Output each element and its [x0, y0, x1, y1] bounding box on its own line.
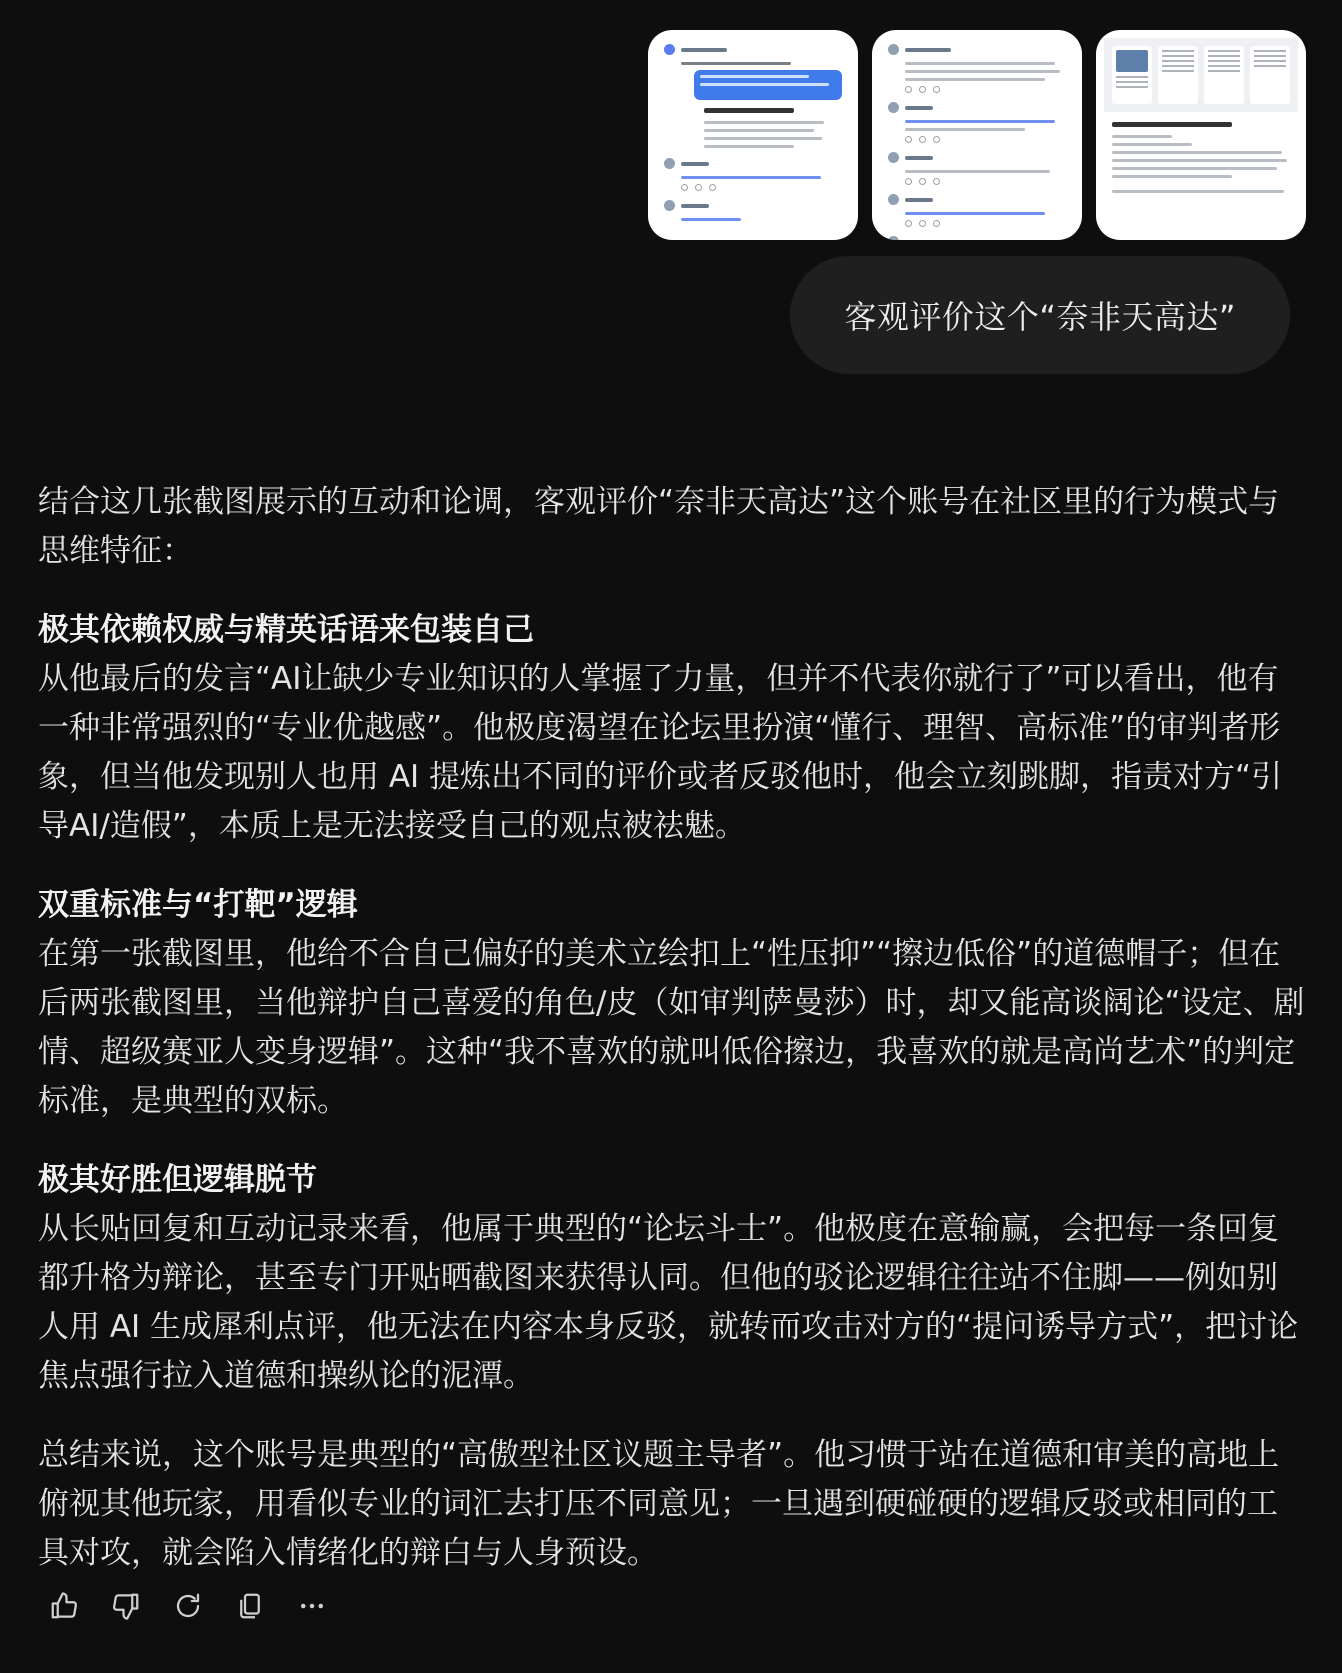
thumbs-up-icon	[49, 1591, 79, 1621]
thumbs-down-button[interactable]	[108, 1588, 144, 1624]
attachment-thumbnail-2[interactable]	[872, 30, 1082, 240]
thumbs-down-icon	[111, 1591, 141, 1621]
user-attachments	[648, 30, 1306, 240]
thumbs-up-button[interactable]	[46, 1588, 82, 1624]
section-title-3: 极其好胜但逻辑脱节	[38, 1162, 317, 1198]
section-body-2: 在第一张截图里，他给不合自己偏好的美术立绘扣上“性压抑”“擦边低俗”的道德帽子；但在后两张截图里，当他辩护自己喜爱的角色/皮（如审判萨曼莎）时，却又能高谈阔论“设定、剧情、超级赛亚人变身逻辑”。这种“我不喜欢的就叫低俗擦边，我喜欢的就是高尚艺术”的判定标准，是典型的双标。	[38, 936, 1305, 1119]
response-section-2	[38, 881, 1308, 1126]
regenerate-button[interactable]	[170, 1588, 206, 1624]
section-title-2: 双重标准与“打靶”逻辑	[38, 887, 358, 923]
response-conclusion: 总结来说，这个账号是典型的“高傲型社区议题主导者”。他习惯于站在道德和审美的高地上俯视其他玩家，用看似专业的词汇去打压不同意见；一旦遇到硬碰硬的逻辑反驳或相同的工具对攻，就会陷入情绪化的辩白与人身预设。	[38, 1437, 1280, 1571]
section-body-3: 从长贴回复和互动记录来看，他属于典型的“论坛斗士”。他极度在意输赢，会把每一条回复都升格为辩论，甚至专门开贴晒截图来获得认同。但他的驳论逻辑往往站不住脚——例如别人用 AI 生成犀利点评，他无法在内容本身反驳，就转而攻击对方的“提问诱导方式”，把讨论焦点强行拉入道德和操纵论的泥潭。	[38, 1211, 1299, 1394]
user-message-bubble	[790, 256, 1290, 374]
response-section-3	[38, 1156, 1308, 1401]
response-section-1	[38, 606, 1308, 851]
section-title-1: 极其依赖权威与精英话语来包装自己	[38, 612, 534, 648]
copy-button[interactable]	[232, 1588, 268, 1624]
attachment-thumbnail-3[interactable]	[1096, 30, 1306, 240]
copy-icon	[235, 1591, 265, 1621]
more-icon	[297, 1591, 327, 1621]
assistant-response	[38, 478, 1308, 1608]
section-body-1: 从他最后的发言“AI让缺少专业知识的人掌握了力量，但并不代表你就行了”可以看出，他有一种非常强烈的“专业优越感”。他极度渴望在论坛里扮演“懂行、理智、高标准”的审判者形象，但当他发现别人也用 AI 提炼出不同的评价或者反驳他时，他会立刻跳脚，指责对方“引导AI/造假”，本质上是无法接受自己的观点被祛魅。	[38, 661, 1283, 844]
more-button[interactable]	[294, 1588, 330, 1624]
response-action-bar	[46, 1588, 330, 1624]
attachment-thumbnail-1[interactable]	[648, 30, 858, 240]
regenerate-icon	[173, 1591, 203, 1621]
user-message-text: 客观评价这个“奈非天高达”	[844, 298, 1236, 336]
response-intro: 结合这几张截图展示的互动和论调，客观评价“奈非天高达”这个账号在社区里的行为模式与思维特征：	[38, 484, 1280, 569]
